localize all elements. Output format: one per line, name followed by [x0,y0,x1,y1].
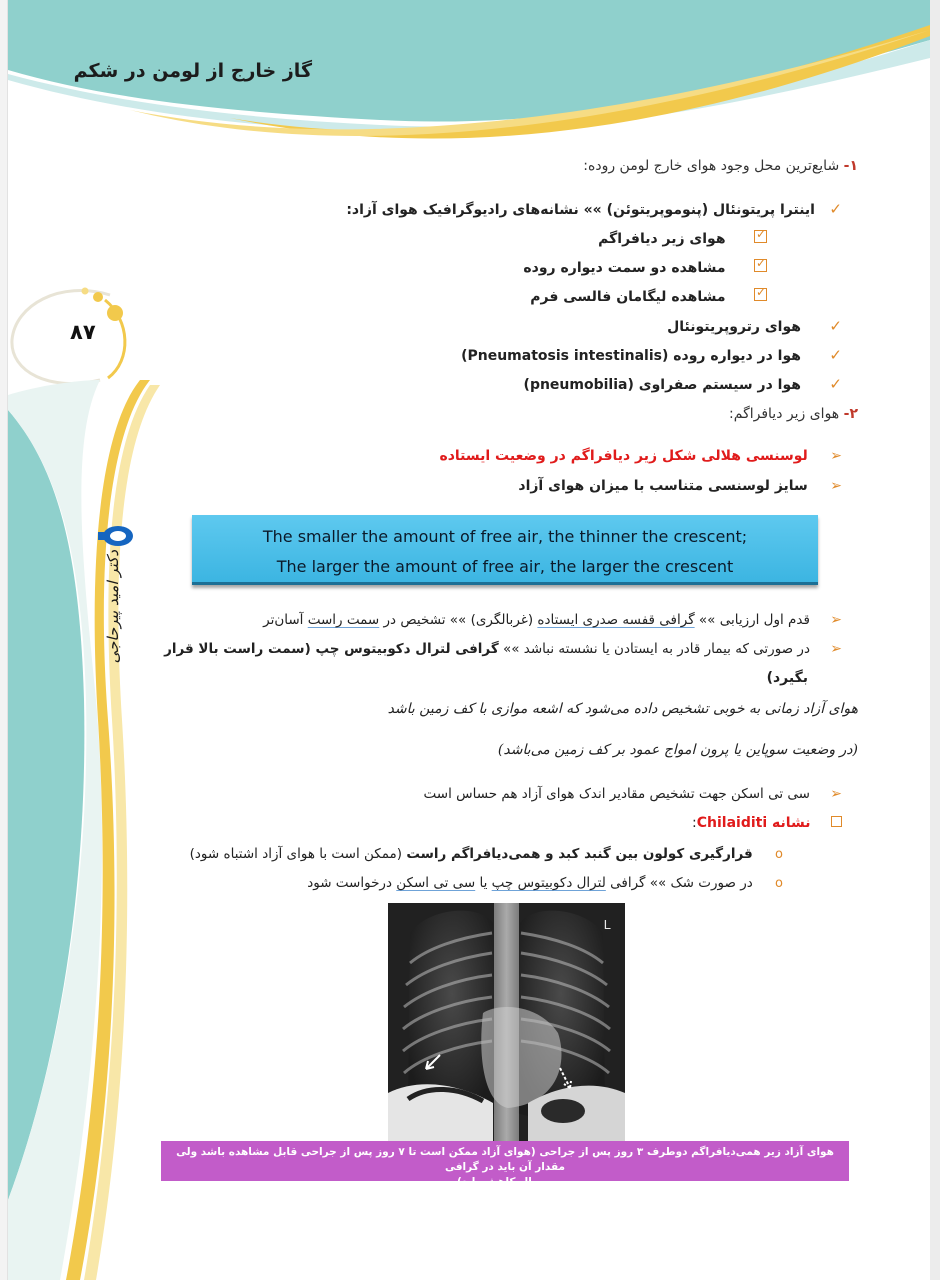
highlight-line-2: The larger the amount of free air, the larger the crescent [276,557,734,576]
chilaiditi-sub-1 [190,846,783,862]
caption-line-2: سریال کاهش یابد) [456,1176,554,1188]
sub-2-underlined: لترال دکوبیتوس چپ [491,875,606,891]
checkbox-icon [754,230,767,243]
list-item [518,478,842,494]
highlight-line-1: The smaller the amount of free air, the thinner the crescent; [262,527,748,546]
ct-text: سی تی اسکن جهت تشخیص مقادیر اندک هوای آزاد هم حساس است [423,786,810,802]
chilaiditi-sub-2 [307,875,783,891]
circle-bullet-icon: o [775,876,783,891]
gold-dot-medium [93,292,103,302]
section-2-heading [729,406,858,422]
sub-1-bold: قرارگیری کولون بین گنبد کبد و همی‌دیافراگم راست [406,846,753,862]
list-item [346,200,842,218]
list-item [524,375,842,393]
xray-drawing [388,903,625,1143]
list-item-text: اینترا پریتونئال (پنوموپریتوئن) »» نشانه‌های رادیوگرافیک هوای آزاد: [346,202,815,218]
step-2-text: در صورتی که بیمار قادر به ایستادن یا نشسته نباشد »» [498,641,810,657]
page-title: گاز خارج از لومن در شکم [73,60,312,82]
caption-line-1: هوای آزاد زیر همی‌دیافراگم دوطرف ۳ روز پس از جراحی (هوای آزاد ممکن است تا ۷ روز پس از جراحی قابل مشاهده باشد ولی مقدار آن باید در گرافی [176,1146,834,1173]
sign-label: نشانه [767,815,811,831]
arrow-bullet-icon: ➢ [830,641,842,657]
note-1: هوای آزاد زمانی به خوبی تشخیص داده می‌شود که اشعه موازی با کف زمین باشد [387,701,858,717]
chest-xray-image [388,903,625,1143]
step-1-underlined: گرافی قفسه صدری ایستاده [537,612,695,628]
list-item-text: هوا در دیواره روده (Pneumatosis intestinalis) [461,348,801,364]
section-2-number: ۲- [843,406,858,422]
highlight-box [192,515,818,585]
square-bullet-icon [831,816,842,827]
page-number: ۸۷ [70,320,96,344]
section-1-number: ۱- [843,158,858,174]
author-signature [96,550,146,700]
sign-colon: : [692,815,697,831]
sub-2-text: در صورت شک »» گرافی [605,875,753,891]
author-name: دکتر امید پیرحاجی [104,550,122,664]
sign-name: Chilaiditi [696,815,768,831]
checkbox-icon [754,288,767,301]
step-2-bold: گرافی لترال دکوبیتوس چپ (سمت راست بالا قرار [164,641,499,657]
list-item [667,317,842,335]
list-item [461,346,842,364]
list-item [523,259,767,276]
checkmark-icon: ✓ [829,200,842,218]
step-1-text-2: (غربالگری) »» تشخیص در [379,612,538,628]
list-item-text: سایز لوسنسی متناسب با میزان هوای آزاد [518,478,808,494]
section-1-title: شایع‌ترین محل وجود هوای خارج لومن روده: [583,158,840,174]
checkmark-icon: ✓ [829,317,842,335]
list-item-text: مشاهده دو سمت دیواره روده [523,260,726,276]
ct-item [424,786,842,802]
sub-1-text: (ممکن است با هوای آزاد اشتباه شود) [189,846,407,862]
list-item-text: هوای رتروپریتونئال [667,319,801,335]
step-1-text-3: آسان‌تر [263,612,308,628]
sub-2-text-3: درخواست شود [307,875,397,891]
circle-bullet-icon: o [775,847,783,862]
list-item [530,288,767,305]
diagnosis-step-2-cont: بگیرد) [766,670,808,686]
step-1-text: قدم اول ارزیابی »» [694,612,810,628]
sub-2-underlined-2: سی تی اسکن [396,875,476,891]
list-item-text: مشاهده لیگامان فالسی فرم [530,289,726,305]
section-1-heading [583,158,858,174]
xray-side-marker: L [603,917,611,932]
checkmark-icon: ✓ [829,346,842,364]
list-item [598,230,767,247]
figure-caption [161,1141,849,1188]
chilaiditi-sign [692,815,842,831]
arrow-bullet-icon: ➢ [830,448,842,464]
gold-dot-small [82,288,89,295]
diagnosis-step-2 [164,641,842,657]
step-1-underlined-2: سمت راست [307,612,380,628]
sub-2-text-2: یا [475,875,492,891]
arrow-bullet-icon: ➢ [830,786,842,802]
arrow-bullet-icon: ➢ [830,478,842,494]
note-2: (در وضعیت سوپاین یا پرون امواج عمود بر کف زمین می‌باشد) [497,742,858,758]
checkbox-icon [754,259,767,272]
arrow-bullet-icon: ➢ [830,612,842,628]
section-2-title: هوای زیر دیافراگم: [729,406,840,422]
gold-dot-large [107,305,123,321]
checkmark-icon: ✓ [829,375,842,393]
diagnosis-step-1 [263,612,842,628]
list-item-text: لوسنسی هلالی شکل زیر دیافراگم در وضعیت ایستاده [439,448,808,464]
list-item-text: هوای زیر دیافراگم [598,231,726,247]
list-item-text: هوا در سیستم صفراوی (pneumobilia) [523,377,801,393]
list-item [439,448,842,464]
